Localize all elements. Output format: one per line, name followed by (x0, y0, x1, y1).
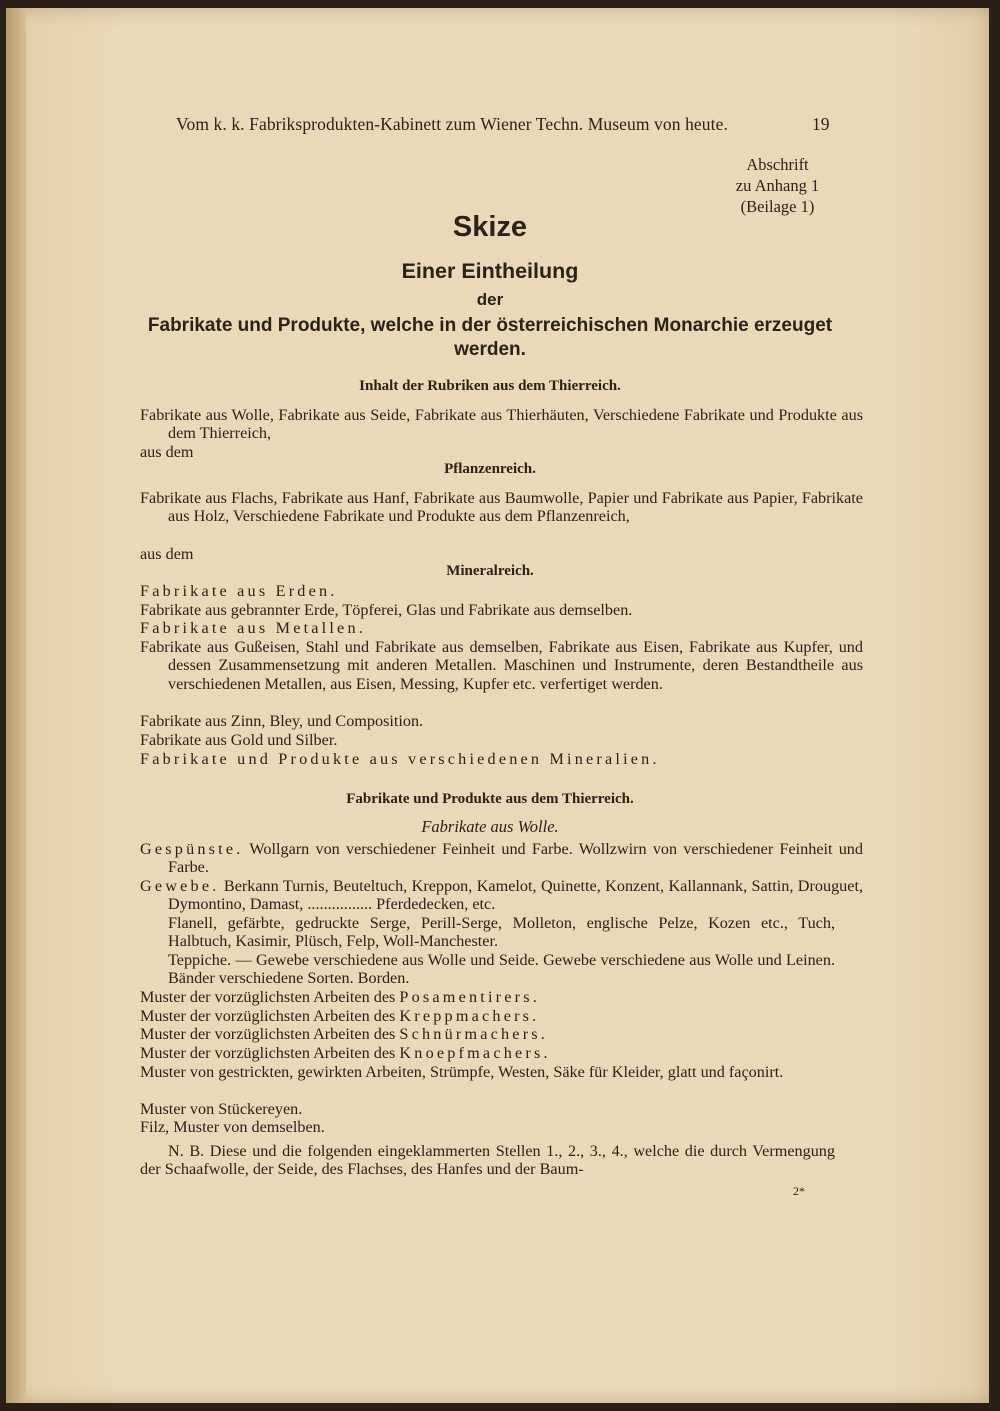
muster-line-2 (140, 1007, 835, 1025)
mineral-line-5: Fabrikate aus Zinn, Bley, und Composition. (140, 712, 424, 730)
gestrickt-paragraph: Muster von gestrickten, gewirkten Arbeiten, Strümpfe, Westen, Säke für Kleider, glatt und façonirt. (140, 1063, 784, 1081)
muster-trade-2: Kreppmachers. (399, 1007, 540, 1025)
gewebe-label: Gewebe. (140, 877, 220, 895)
aus-dem-2: aus dem (140, 545, 194, 563)
signature-mark: 2* (793, 1184, 805, 1198)
mineral-line-6: Fabrikate aus Gold und Silber. (140, 731, 338, 749)
gewebe-text: Berkann Turnis, Beuteltuch, Kreppon, Kamelot, Quinette, Konzent, Kallannank, Sattin, Drouguet, Dymontino, Damast, ................ Pferdedecken, etc. (168, 877, 863, 914)
page-number: 19 (812, 114, 830, 134)
wolle-heading: Fabrikate aus Wolle. (421, 817, 559, 836)
mineral-line-2: Fabrikate aus gebrannter Erde, Töpferei, Glas und Fabrikate aus demselben. (140, 601, 633, 619)
flanell-paragraph: Flanell, gefärbte, gedruckte Serge, Perill-Serge, Molleton, englische Pelze, Kozen etc., Tuch, Halbtuch, Kasimir, Plüsch, Felp, Woll-Manchester. (168, 914, 835, 951)
muster-line-4 (140, 1044, 835, 1062)
mineral-line-3: Fabrikate aus Metallen. (140, 619, 366, 637)
annex-line-3: (Beilage 1) (740, 197, 815, 216)
mineral-line-4: Fabrikate aus Gußeisen, Stahl und Fabrikate aus demselben, Fabrikate aus Eisen, Fabrikate aus Kupfer, und dessen Zusammensetzung mit anderen Metallen. Maschinen und Instrumente, deren Bestandtheile aus verschiedenen Metallen, aus Eisen, Messing, Kupfer etc. verfertiget werden. (140, 638, 863, 693)
title-subline-3: Fabrikate und Produkte, welche in der österreichischen Monarchie erzeuget werden. (147, 315, 833, 360)
nota-bene-paragraph: N. B. Diese und die folgenden eingeklammerten Stellen 1., 2., 3., 4., welche die durch Vermengung der Schaafwolle, der Seide, des Flachses, des Hanfes und der Baum- (140, 1142, 835, 1179)
teppiche-text: Teppiche. — Gewebe verschiedene aus Wolle und Seide. Gewebe verschiedene aus Wolle und Leinen. Bänder verschiedene Sorten. Borden. (168, 951, 835, 988)
muster-trade-4: Knoepfmachers. (399, 1044, 551, 1062)
gespuenste-text: Wollgarn von verschiedener Feinheit und Farbe. Wollzwirn von verschiedener Feinheit und Farbe. (168, 840, 863, 877)
muster-prefix: Muster der vorzüglichsten Arbeiten des (140, 1044, 400, 1062)
annex-line-2: zu Anhang 1 (735, 176, 820, 195)
document-title: Skize (452, 211, 528, 243)
gespuenste-label: Gespünste. (140, 840, 244, 858)
muster-line-1 (140, 988, 835, 1006)
annex-line-1: Abschrift (746, 155, 809, 174)
section-heading-thierreich: Fabrikate und Produkte aus dem Thierreich. (346, 791, 634, 807)
muster-prefix: Muster der vorzüglichsten Arbeiten des (140, 1025, 400, 1043)
book-gutter (6, 8, 26, 1403)
aus-dem-1: aus dem (140, 443, 194, 461)
pflanzenreich-contents: Fabrikate aus Flachs, Fabrikate aus Hanf, Fabrikate aus Baumwolle, Papier und Fabrikate aus Papier, Fabrikate aus Holz, Verschiedene Fabrikate und Produkte aus dem Pflanzenreich, (140, 489, 863, 526)
pflanzenreich-heading: Pflanzenreich. (444, 461, 536, 477)
muster-prefix: Muster der vorzüglichsten Arbeiten des (140, 988, 400, 1006)
thierreich-contents: Fabrikate aus Wolle, Fabrikate aus Seide, Fabrikate aus Thierhäuten, Verschiedene Fabrikate und Produkte aus dem Thierreich, (140, 406, 863, 443)
mineral-line-1: Fabrikate aus Erden. (140, 582, 338, 600)
muster-line-3 (140, 1025, 835, 1043)
title-subline-1: Einer Eintheilung (401, 259, 579, 283)
muster-trade-3: Schnürmachers. (399, 1025, 549, 1043)
contents-heading: Inhalt der Rubriken aus dem Thierreich. (359, 378, 621, 394)
muster-trade-1: Posamentirers. (399, 988, 540, 1006)
running-header: Vom k. k. Fabriksprodukten-Kabinett zum Wiener Techn. Museum von heute. (176, 114, 728, 134)
teppiche-paragraph (140, 951, 835, 988)
stueckereyen-line: Muster von Stückereyen. (140, 1100, 303, 1118)
mineral-line-7: Fabrikate und Produkte aus verschiedenen Mineralien. (140, 750, 660, 768)
muster-prefix: Muster der vorzüglichsten Arbeiten des (140, 1007, 400, 1025)
annex-note (720, 154, 835, 217)
title-subline-2: der (476, 290, 504, 309)
gespuenste-paragraph (140, 840, 863, 877)
gewebe-paragraph (140, 877, 863, 914)
mineralreich-heading: Mineralreich. (446, 563, 534, 579)
filz-line: Filz, Muster von demselben. (140, 1118, 325, 1136)
